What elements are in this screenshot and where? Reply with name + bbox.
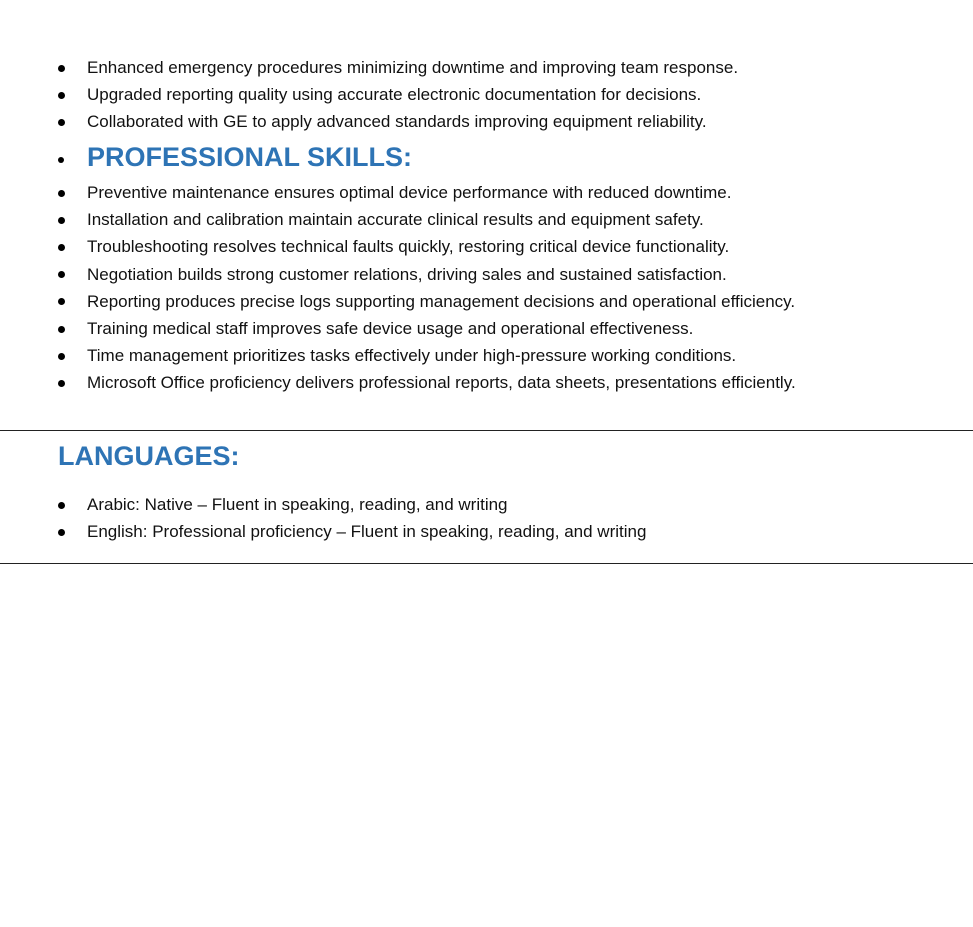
skill-item xyxy=(0,315,973,342)
bullet-text: Negotiation builds strong customer relations, driving sales and sustained satisfaction. xyxy=(87,264,727,284)
bullet-text: Collaborated with GE to apply advanced standards improving equipment reliability. xyxy=(87,112,707,132)
bullet-dot-icon xyxy=(58,353,65,360)
bullet-text: Preventive maintenance ensures optimal device performance with reduced downtime. xyxy=(87,183,732,202)
experience-bullet-item xyxy=(0,108,973,135)
bullet-text: Time management prioritizes tasks effectively under high-pressure working conditions. xyxy=(87,346,737,366)
bullet-dot-icon xyxy=(58,217,65,224)
languages-bullet-list xyxy=(0,491,973,545)
bullet-dot-icon xyxy=(58,190,65,197)
bullet-text: Enhanced emergency procedures minimizing downtime and improving team response. xyxy=(87,58,739,77)
section-divider xyxy=(0,563,973,564)
professional-skills-heading xyxy=(0,138,973,176)
skill-item xyxy=(0,261,973,288)
bullet-text: Troubleshooting resolves technical faults quickly, restoring critical device functionality. xyxy=(87,237,730,257)
bullet-dot-icon xyxy=(58,326,65,333)
bullet-dot-icon xyxy=(58,529,65,536)
language-item xyxy=(0,491,973,518)
experience-bullet-item xyxy=(0,54,973,81)
bullet-dot-icon xyxy=(58,119,65,126)
language-item xyxy=(0,518,973,545)
skills-bullet-list xyxy=(0,179,973,397)
section-divider xyxy=(0,430,973,431)
bullet-text: English: Professional proficiency – Fluent in speaking, reading, and writing xyxy=(87,522,647,542)
bullet-text: Reporting produces precise logs supporting management decisions and operational efficiency. xyxy=(87,291,796,311)
bullet-text: Upgraded reporting quality using accurate electronic documentation for decisions. xyxy=(87,85,702,105)
skill-item xyxy=(0,206,973,233)
experience-bullet-item xyxy=(0,81,973,108)
section-heading-text: PROFESSIONAL SKILLS: xyxy=(87,142,413,172)
skill-item xyxy=(0,179,973,206)
experience-bullet-list xyxy=(0,54,973,136)
skill-item xyxy=(0,288,973,315)
bullet-text: Microsoft Office proficiency delivers professional reports, data sheets, presentations efficiently. xyxy=(87,373,796,393)
bullet-dot-icon xyxy=(58,157,64,163)
bullet-dot-icon xyxy=(58,271,65,278)
languages-heading: LANGUAGES: xyxy=(58,441,240,471)
bullet-dot-icon xyxy=(58,502,65,509)
bullet-dot-icon xyxy=(58,380,65,387)
bullet-dot-icon xyxy=(58,92,65,99)
bullet-dot-icon xyxy=(58,65,65,72)
skill-item xyxy=(0,233,973,260)
bullet-dot-icon xyxy=(58,244,65,251)
bullet-dot-icon xyxy=(58,298,65,305)
bullet-text: Training medical staff improves safe device usage and operational effectiveness. xyxy=(87,318,694,338)
bullet-text: Arabic: Native – Fluent in speaking, reading, and writing xyxy=(87,495,508,514)
skill-item xyxy=(0,342,973,369)
bullet-text: Installation and calibration maintain accurate clinical results and equipment safety. xyxy=(87,210,704,230)
skill-item xyxy=(0,369,973,396)
